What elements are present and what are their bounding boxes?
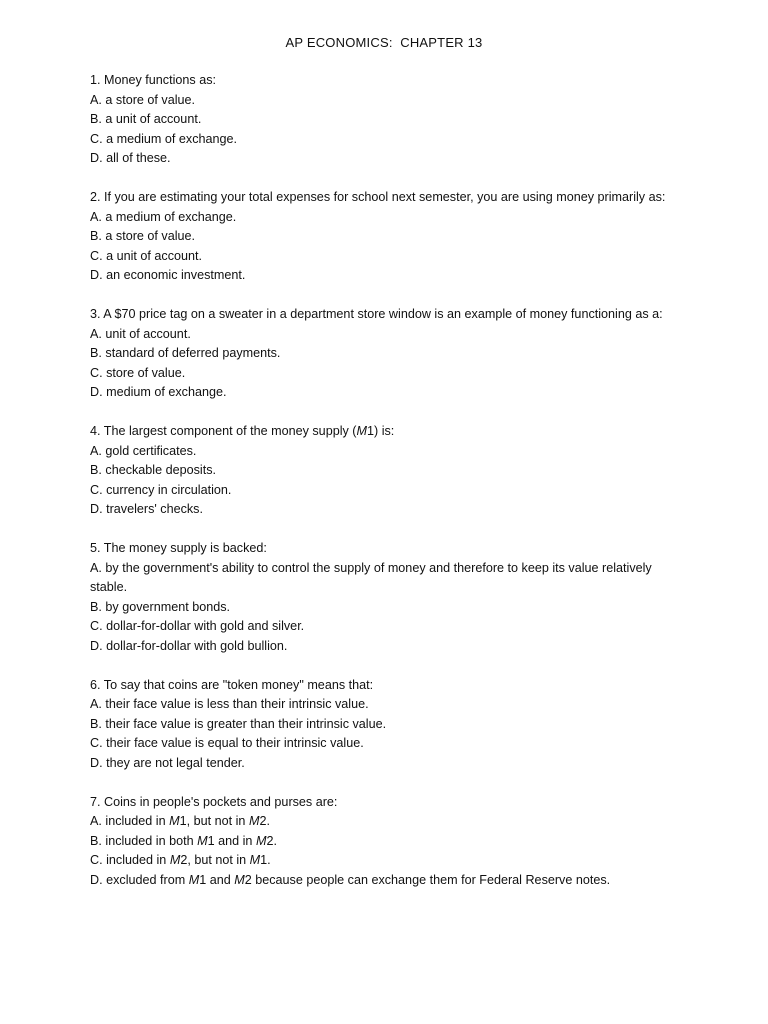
italic-symbol: M — [249, 853, 261, 867]
answer-option-a — [90, 695, 690, 715]
question-stem — [90, 539, 690, 559]
italic-symbol: M — [356, 424, 367, 438]
answer-option-b — [90, 344, 690, 364]
text-segment: A. gold certificates. — [90, 443, 197, 458]
text-segment: D. excluded from — [90, 872, 189, 887]
text-segment: 2 because people can exchange them for Federal Reserve notes. — [244, 872, 611, 887]
text-segment: D. dollar-for-dollar with gold bullion. — [90, 638, 288, 653]
text-segment: 3. A $70 price tag on a sweater in a department store window is an example of money functioning as a: — [90, 307, 663, 321]
answer-option-a — [90, 812, 690, 832]
text-segment: D. they are not legal tender. — [90, 755, 245, 770]
text-segment: A. their face value is less than their intrinsic value. — [90, 697, 369, 711]
question-6 — [90, 676, 690, 774]
question-stem — [90, 422, 690, 442]
answer-option-a — [90, 208, 690, 228]
text-segment: B. their face value is greater than their intrinsic value. — [90, 716, 387, 731]
answer-option-b — [90, 110, 690, 130]
answer-option-d — [90, 754, 690, 774]
text-segment: D. all of these. — [90, 151, 171, 165]
text-segment: D. an economic investment. — [90, 268, 246, 282]
italic-symbol: M — [234, 872, 245, 887]
answer-option-b — [90, 227, 690, 247]
text-segment: A. included in — [90, 814, 170, 828]
text-segment: 6. To say that coins are "token money" means that: — [90, 677, 374, 692]
text-segment: A. unit of account. — [90, 326, 191, 341]
text-segment: 2. — [266, 833, 277, 848]
answer-option-b — [90, 461, 690, 481]
question-5 — [90, 539, 690, 656]
answer-option-d — [90, 383, 690, 403]
text-segment: 2. If you are estimating your total expenses for school next semester, you are using money primarily as: — [90, 190, 666, 204]
answer-option-b — [90, 715, 690, 735]
text-segment: B. a unit of account. — [90, 112, 202, 126]
answer-option-c — [90, 247, 690, 267]
text-segment: D. travelers' checks. — [90, 502, 203, 516]
text-segment: 2. — [259, 814, 270, 828]
italic-symbol: M — [169, 814, 180, 828]
italic-symbol: M — [197, 833, 208, 848]
italic-symbol: M — [188, 872, 200, 887]
answer-option-c — [90, 364, 690, 384]
question-1 — [90, 71, 690, 169]
answer-option-d — [90, 500, 690, 520]
answer-option-d — [90, 149, 690, 169]
text-segment: 4. The largest component of the money supply ( — [90, 424, 357, 438]
text-segment: 1 and — [199, 872, 235, 887]
question-4 — [90, 422, 690, 520]
text-segment: A. by the government's ability to control the supply of money and therefore to keep its value relatively stable. — [90, 560, 652, 594]
answer-option-c — [90, 481, 690, 501]
question-3 — [90, 305, 690, 403]
answer-option-c — [90, 734, 690, 754]
answer-option-d — [90, 637, 690, 657]
answer-option-c — [90, 851, 690, 871]
text-segment: C. a medium of exchange. — [90, 131, 238, 146]
question-stem — [90, 305, 690, 325]
text-segment: 1) is: — [367, 424, 395, 438]
answer-option-a — [90, 91, 690, 111]
answer-option-b — [90, 832, 690, 852]
italic-symbol: M — [248, 814, 260, 828]
question-stem — [90, 676, 690, 696]
answer-option-a — [90, 559, 690, 598]
question-stem — [90, 188, 690, 208]
answer-option-a — [90, 325, 690, 345]
question-stem — [90, 71, 690, 91]
text-segment: A. a store of value. — [90, 92, 196, 107]
answer-option-d — [90, 871, 690, 891]
text-segment: C. dollar-for-dollar with gold and silver. — [90, 619, 305, 633]
question-list — [90, 71, 690, 910]
text-segment: C. currency in circulation. — [90, 482, 232, 497]
text-segment: 1. Money functions as: — [90, 73, 217, 87]
text-segment: 7. Coins in people's pockets and purses are: — [90, 794, 338, 809]
text-segment: 2, but not in — [180, 853, 250, 867]
answer-option-b — [90, 598, 690, 618]
text-segment: C. included in — [90, 853, 170, 867]
text-segment: B. checkable deposits. — [90, 463, 217, 477]
text-segment: A. a medium of exchange. — [90, 209, 237, 224]
text-segment: C. a unit of account. — [90, 248, 203, 263]
question-7 — [90, 793, 690, 891]
page-title: AP ECONOMICS: CHAPTER 13 — [285, 35, 483, 50]
text-segment: C. their face value is equal to their intrinsic value. — [90, 736, 364, 750]
text-segment: 5. The money supply is backed: — [90, 541, 267, 555]
italic-symbol: M — [255, 833, 267, 848]
text-segment: 1 and in — [207, 833, 256, 848]
text-segment: C. store of value. — [90, 365, 186, 380]
answer-option-a — [90, 442, 690, 462]
text-segment: B. a store of value. — [90, 229, 196, 243]
text-segment: D. medium of exchange. — [90, 385, 227, 399]
answer-option-c — [90, 130, 690, 150]
text-segment: B. included in both — [90, 833, 198, 848]
answer-option-c — [90, 617, 690, 637]
text-segment: B. by government bonds. — [90, 599, 231, 614]
italic-symbol: M — [169, 853, 181, 867]
text-segment: 1. — [260, 853, 271, 867]
answer-option-d — [90, 266, 690, 286]
text-segment: 1, but not in — [179, 814, 249, 828]
question-2 — [90, 188, 690, 286]
question-stem — [90, 793, 690, 813]
text-segment: B. standard of deferred payments. — [90, 346, 281, 360]
